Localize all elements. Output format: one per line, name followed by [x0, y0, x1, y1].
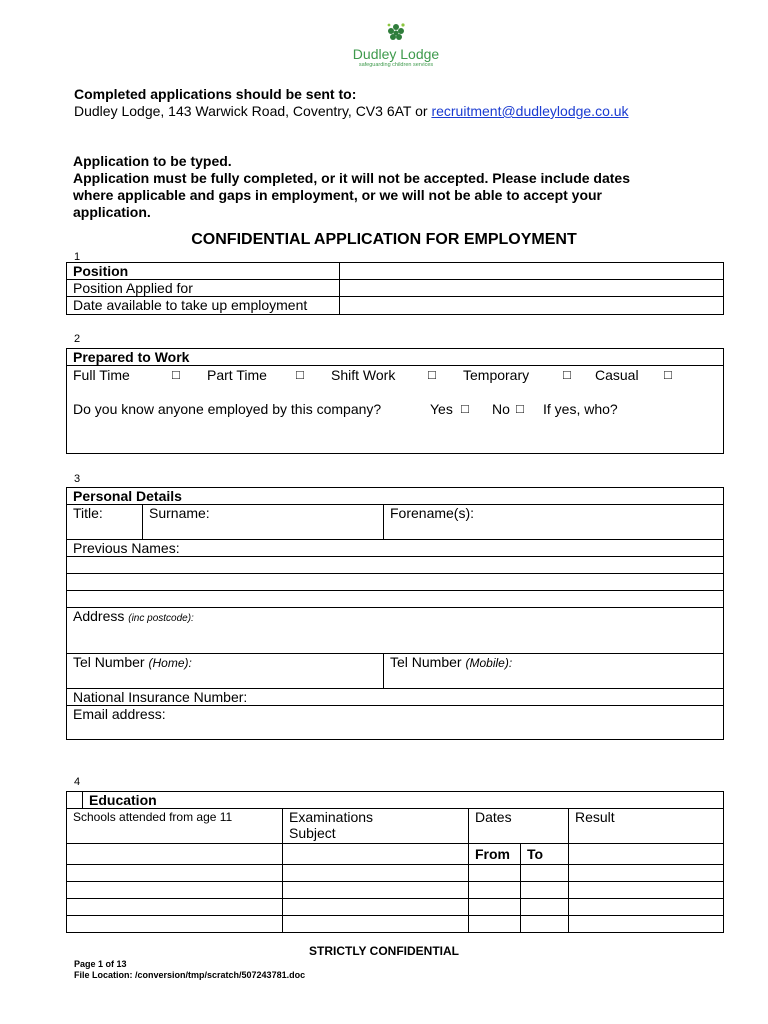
- table-row: [67, 865, 724, 882]
- option-full-time: Full Time: [73, 367, 130, 383]
- prepared-heading: Prepared to Work: [67, 349, 724, 366]
- tel-mobile-note: (Mobile):: [465, 656, 513, 670]
- prepared-body: [67, 366, 724, 454]
- edu-cell[interactable]: [67, 899, 283, 916]
- to-header: To: [521, 844, 569, 865]
- position-heading-blank: [340, 263, 724, 280]
- form-title: CONFIDENTIAL APPLICATION FOR EMPLOYMENT: [191, 231, 577, 248]
- result-header: Result: [569, 809, 724, 844]
- ni-number-field[interactable]: [67, 689, 724, 706]
- personal-heading: Personal Details: [67, 488, 724, 505]
- yes-label: Yes: [430, 401, 453, 417]
- blank-row[interactable]: [67, 557, 724, 574]
- instruction-line: Application to be typed.: [73, 153, 232, 169]
- option-temporary: Temporary: [463, 367, 530, 383]
- edu-cell[interactable]: [283, 916, 469, 933]
- full-time-checkbox[interactable]: □: [172, 367, 180, 382]
- shift-work-checkbox[interactable]: □: [428, 367, 436, 382]
- title-field[interactable]: [67, 505, 143, 540]
- temporary-checkbox[interactable]: □: [563, 367, 571, 382]
- edu-cell[interactable]: [469, 916, 521, 933]
- instruction-line: where applicable and gaps in employment, or we will not be able to accept your: [73, 187, 603, 203]
- if-yes-who-label: If yes, who?: [543, 401, 618, 417]
- page-number: Page 1 of 13: [74, 959, 127, 969]
- edu-cell[interactable]: [469, 882, 521, 899]
- date-available-input[interactable]: [340, 297, 724, 315]
- from-header: From: [469, 844, 521, 865]
- tel-mobile-field[interactable]: [384, 654, 724, 689]
- strictly-confidential: STRICTLY CONFIDENTIAL: [308, 944, 459, 958]
- address-field[interactable]: [67, 608, 724, 654]
- edu-cell[interactable]: [469, 899, 521, 916]
- tel-home-field[interactable]: [67, 654, 384, 689]
- previous-names-field[interactable]: [67, 540, 724, 557]
- position-table: [66, 262, 724, 315]
- position-applied-label: Position Applied for: [67, 280, 340, 297]
- edu-cell[interactable]: [283, 899, 469, 916]
- exams-header-line1: Examinations: [289, 809, 374, 825]
- section-number: 1: [74, 251, 81, 263]
- option-casual: Casual: [595, 367, 639, 383]
- title-label: Title:: [73, 505, 103, 521]
- footer-info: [74, 959, 305, 981]
- logo-name: Dudley Lodge: [352, 46, 440, 62]
- tel-home-label: Tel Number: [73, 654, 145, 670]
- surname-field[interactable]: [143, 505, 384, 540]
- edu-cell[interactable]: [67, 865, 283, 882]
- address-note: (inc postcode):: [128, 613, 194, 624]
- logo-flower-icon: [385, 22, 407, 44]
- email-field[interactable]: [67, 706, 724, 740]
- file-location: File Location: /conversion/tmp/scratch/507243781.doc: [74, 970, 306, 980]
- forenames-field[interactable]: [384, 505, 724, 540]
- company-logo: [336, 22, 456, 80]
- position-applied-input[interactable]: [340, 280, 724, 297]
- yes-checkbox[interactable]: □: [461, 401, 469, 416]
- blank-row[interactable]: [67, 591, 724, 608]
- section-number: 3: [74, 473, 81, 485]
- education-table: [66, 791, 724, 933]
- edu-cell[interactable]: [283, 865, 469, 882]
- part-time-checkbox[interactable]: □: [296, 367, 304, 382]
- edu-cell[interactable]: [569, 844, 724, 865]
- edu-cell[interactable]: [521, 899, 569, 916]
- email-label: Email address:: [73, 706, 166, 722]
- option-part-time: Part Time: [207, 367, 267, 383]
- forenames-label: Forename(s):: [390, 505, 475, 521]
- prepared-to-work-table: [66, 348, 724, 454]
- edu-cell[interactable]: [521, 865, 569, 882]
- education-heading-blank: [67, 792, 83, 809]
- recruitment-email-link[interactable]: recruitment@dudleylodge.co.uk: [431, 103, 629, 119]
- no-checkbox[interactable]: □: [516, 401, 524, 416]
- instruction-line: Application must be fully completed, or it will not be accepted. Please include dates: [73, 170, 631, 186]
- no-label: No: [492, 401, 510, 417]
- surname-label: Surname:: [149, 505, 210, 521]
- edu-cell[interactable]: [521, 882, 569, 899]
- edu-cell[interactable]: [569, 916, 724, 933]
- table-row: [67, 916, 724, 933]
- schools-header: Schools attended from age 11: [67, 809, 283, 844]
- edu-cell[interactable]: [67, 916, 283, 933]
- edu-cell[interactable]: [67, 844, 283, 865]
- table-row: [67, 882, 724, 899]
- know-anyone-question: Do you know anyone employed by this company?: [73, 401, 382, 417]
- sent-to-label: Completed applications should be sent to:: [74, 86, 357, 102]
- edu-cell[interactable]: [569, 865, 724, 882]
- instruction-line: application.: [73, 204, 151, 220]
- education-heading: Education: [83, 792, 724, 809]
- edu-cell[interactable]: [283, 844, 469, 865]
- position-heading: Position: [67, 263, 340, 280]
- table-row: [67, 899, 724, 916]
- address-label: Address: [73, 608, 125, 624]
- logo-tagline: safeguarding children services: [358, 62, 434, 68]
- casual-checkbox[interactable]: □: [664, 367, 672, 382]
- tel-home-note: (Home):: [148, 656, 192, 670]
- edu-cell[interactable]: [521, 916, 569, 933]
- edu-cell[interactable]: [67, 882, 283, 899]
- instructions: [73, 153, 723, 221]
- date-available-label: Date available to take up employment: [67, 297, 340, 315]
- section-number: 2: [74, 333, 81, 345]
- edu-cell[interactable]: [569, 899, 724, 916]
- postal-address: Dudley Lodge, 143 Warwick Road, Coventry, CV3 6AT or: [74, 103, 432, 119]
- dates-header: Dates: [469, 809, 569, 844]
- ni-number-label: National Insurance Number:: [73, 689, 248, 705]
- option-shift-work: Shift Work: [331, 367, 396, 383]
- personal-details-table: [66, 487, 724, 740]
- edu-cell[interactable]: [469, 865, 521, 882]
- previous-names-label: Previous Names:: [73, 540, 180, 556]
- edu-cell[interactable]: [283, 882, 469, 899]
- edu-cell[interactable]: [569, 882, 724, 899]
- section-number: 4: [74, 776, 81, 788]
- tel-mobile-label: Tel Number: [390, 654, 462, 670]
- blank-row[interactable]: [67, 574, 724, 591]
- exams-header: [283, 809, 469, 844]
- exams-header-line2: Subject: [289, 825, 336, 841]
- address-line: [74, 103, 629, 120]
